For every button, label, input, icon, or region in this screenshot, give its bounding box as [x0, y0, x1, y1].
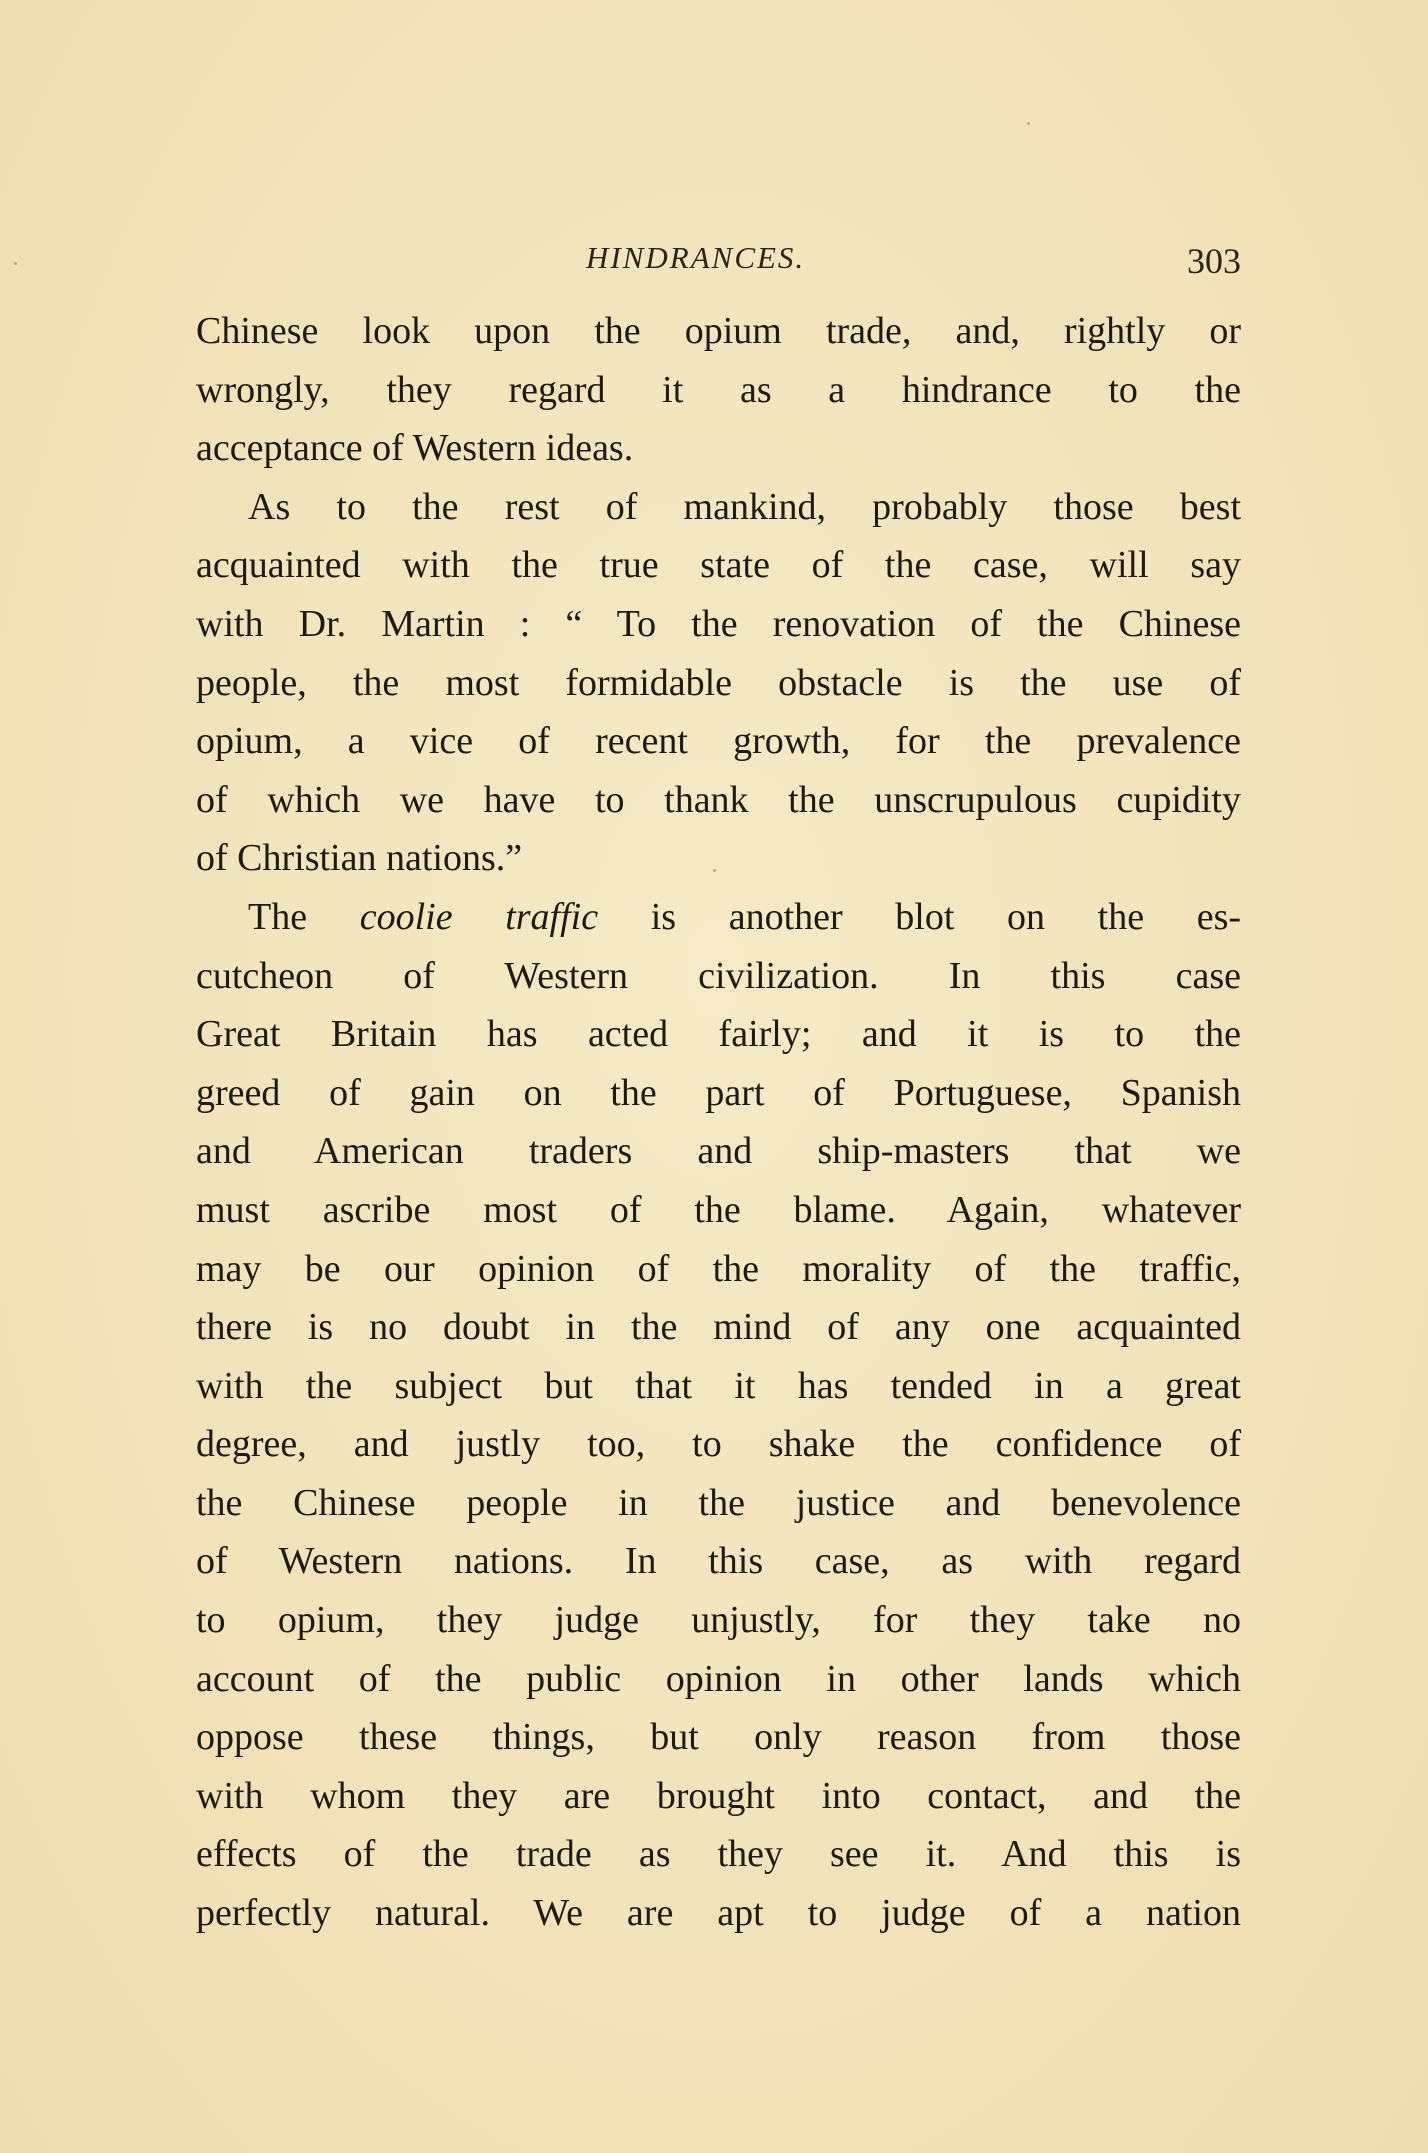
paper-speck	[1027, 122, 1030, 125]
text-segment: is another blot on the es-	[598, 895, 1242, 938]
text-segment: The	[248, 895, 360, 938]
text-line: cutcheon of Western civilization. In this case	[196, 954, 1241, 997]
text-line: account of the public opinion in other lands which	[196, 1657, 1241, 1700]
text-line: with Dr. Martin : “ To the renovation of the Chinese	[196, 602, 1241, 645]
text-line: of Western nations. In this case, as with regard	[196, 1540, 1241, 1583]
text-line: opium, a vice of recent growth, for the prevalence	[196, 720, 1241, 763]
text-line	[196, 888, 1241, 947]
page-header	[196, 238, 1241, 288]
text-line: with whom they are brought into contact, and the	[196, 1774, 1241, 1817]
text-line: and American traders and ship-masters that we	[196, 1130, 1241, 1173]
text-line: may be our opinion of the morality of the traffic,	[196, 1247, 1241, 1290]
text-line: oppose these things, but only reason from those	[196, 1716, 1241, 1759]
body-text	[196, 302, 1241, 1943]
text-line: greed of gain on the part of Portuguese, Spanish	[196, 1071, 1241, 1114]
text-line: the Chinese people in the justice and benevolence	[196, 1481, 1241, 1524]
paper-speck	[14, 262, 17, 265]
text-line: wrongly, they regard it as a hindrance to the	[196, 368, 1241, 411]
text-line: acquainted with the true state of the case, will say	[196, 544, 1241, 587]
text-line: perfectly natural. We are apt to judge of a nation	[196, 1892, 1241, 1935]
italic-phrase: coolie traffic	[359, 895, 599, 938]
text-line: effects of the trade as they see it. And this is	[196, 1833, 1241, 1876]
text-line: of which we have to thank the unscrupulous cupidity	[196, 778, 1241, 821]
text-line: acceptance of Western ideas.	[196, 427, 634, 470]
page-number: 303	[1187, 241, 1241, 281]
text-line: with the subject but that it has tended in a great	[196, 1364, 1241, 1407]
running-head: HINDRANCES.	[586, 240, 806, 275]
text-line: As to the rest of mankind, probably those best	[248, 485, 1241, 528]
text-line: people, the most formidable obstacle is the use of	[196, 661, 1241, 704]
text-line: degree, and justly too, to shake the confidence of	[196, 1423, 1241, 1466]
text-line: of Christian nations.”	[196, 837, 523, 880]
text-line: there is no doubt in the mind of any one acquainted	[196, 1306, 1241, 1349]
text-line: Chinese look upon the opium trade, and, rightly or	[196, 310, 1241, 352]
text-line: must ascribe most of the blame. Again, whatever	[196, 1188, 1241, 1231]
text-line: to opium, they judge unjustly, for they take no	[196, 1599, 1241, 1642]
text-line: Great Britain has acted fairly; and it is to the	[196, 1013, 1241, 1056]
